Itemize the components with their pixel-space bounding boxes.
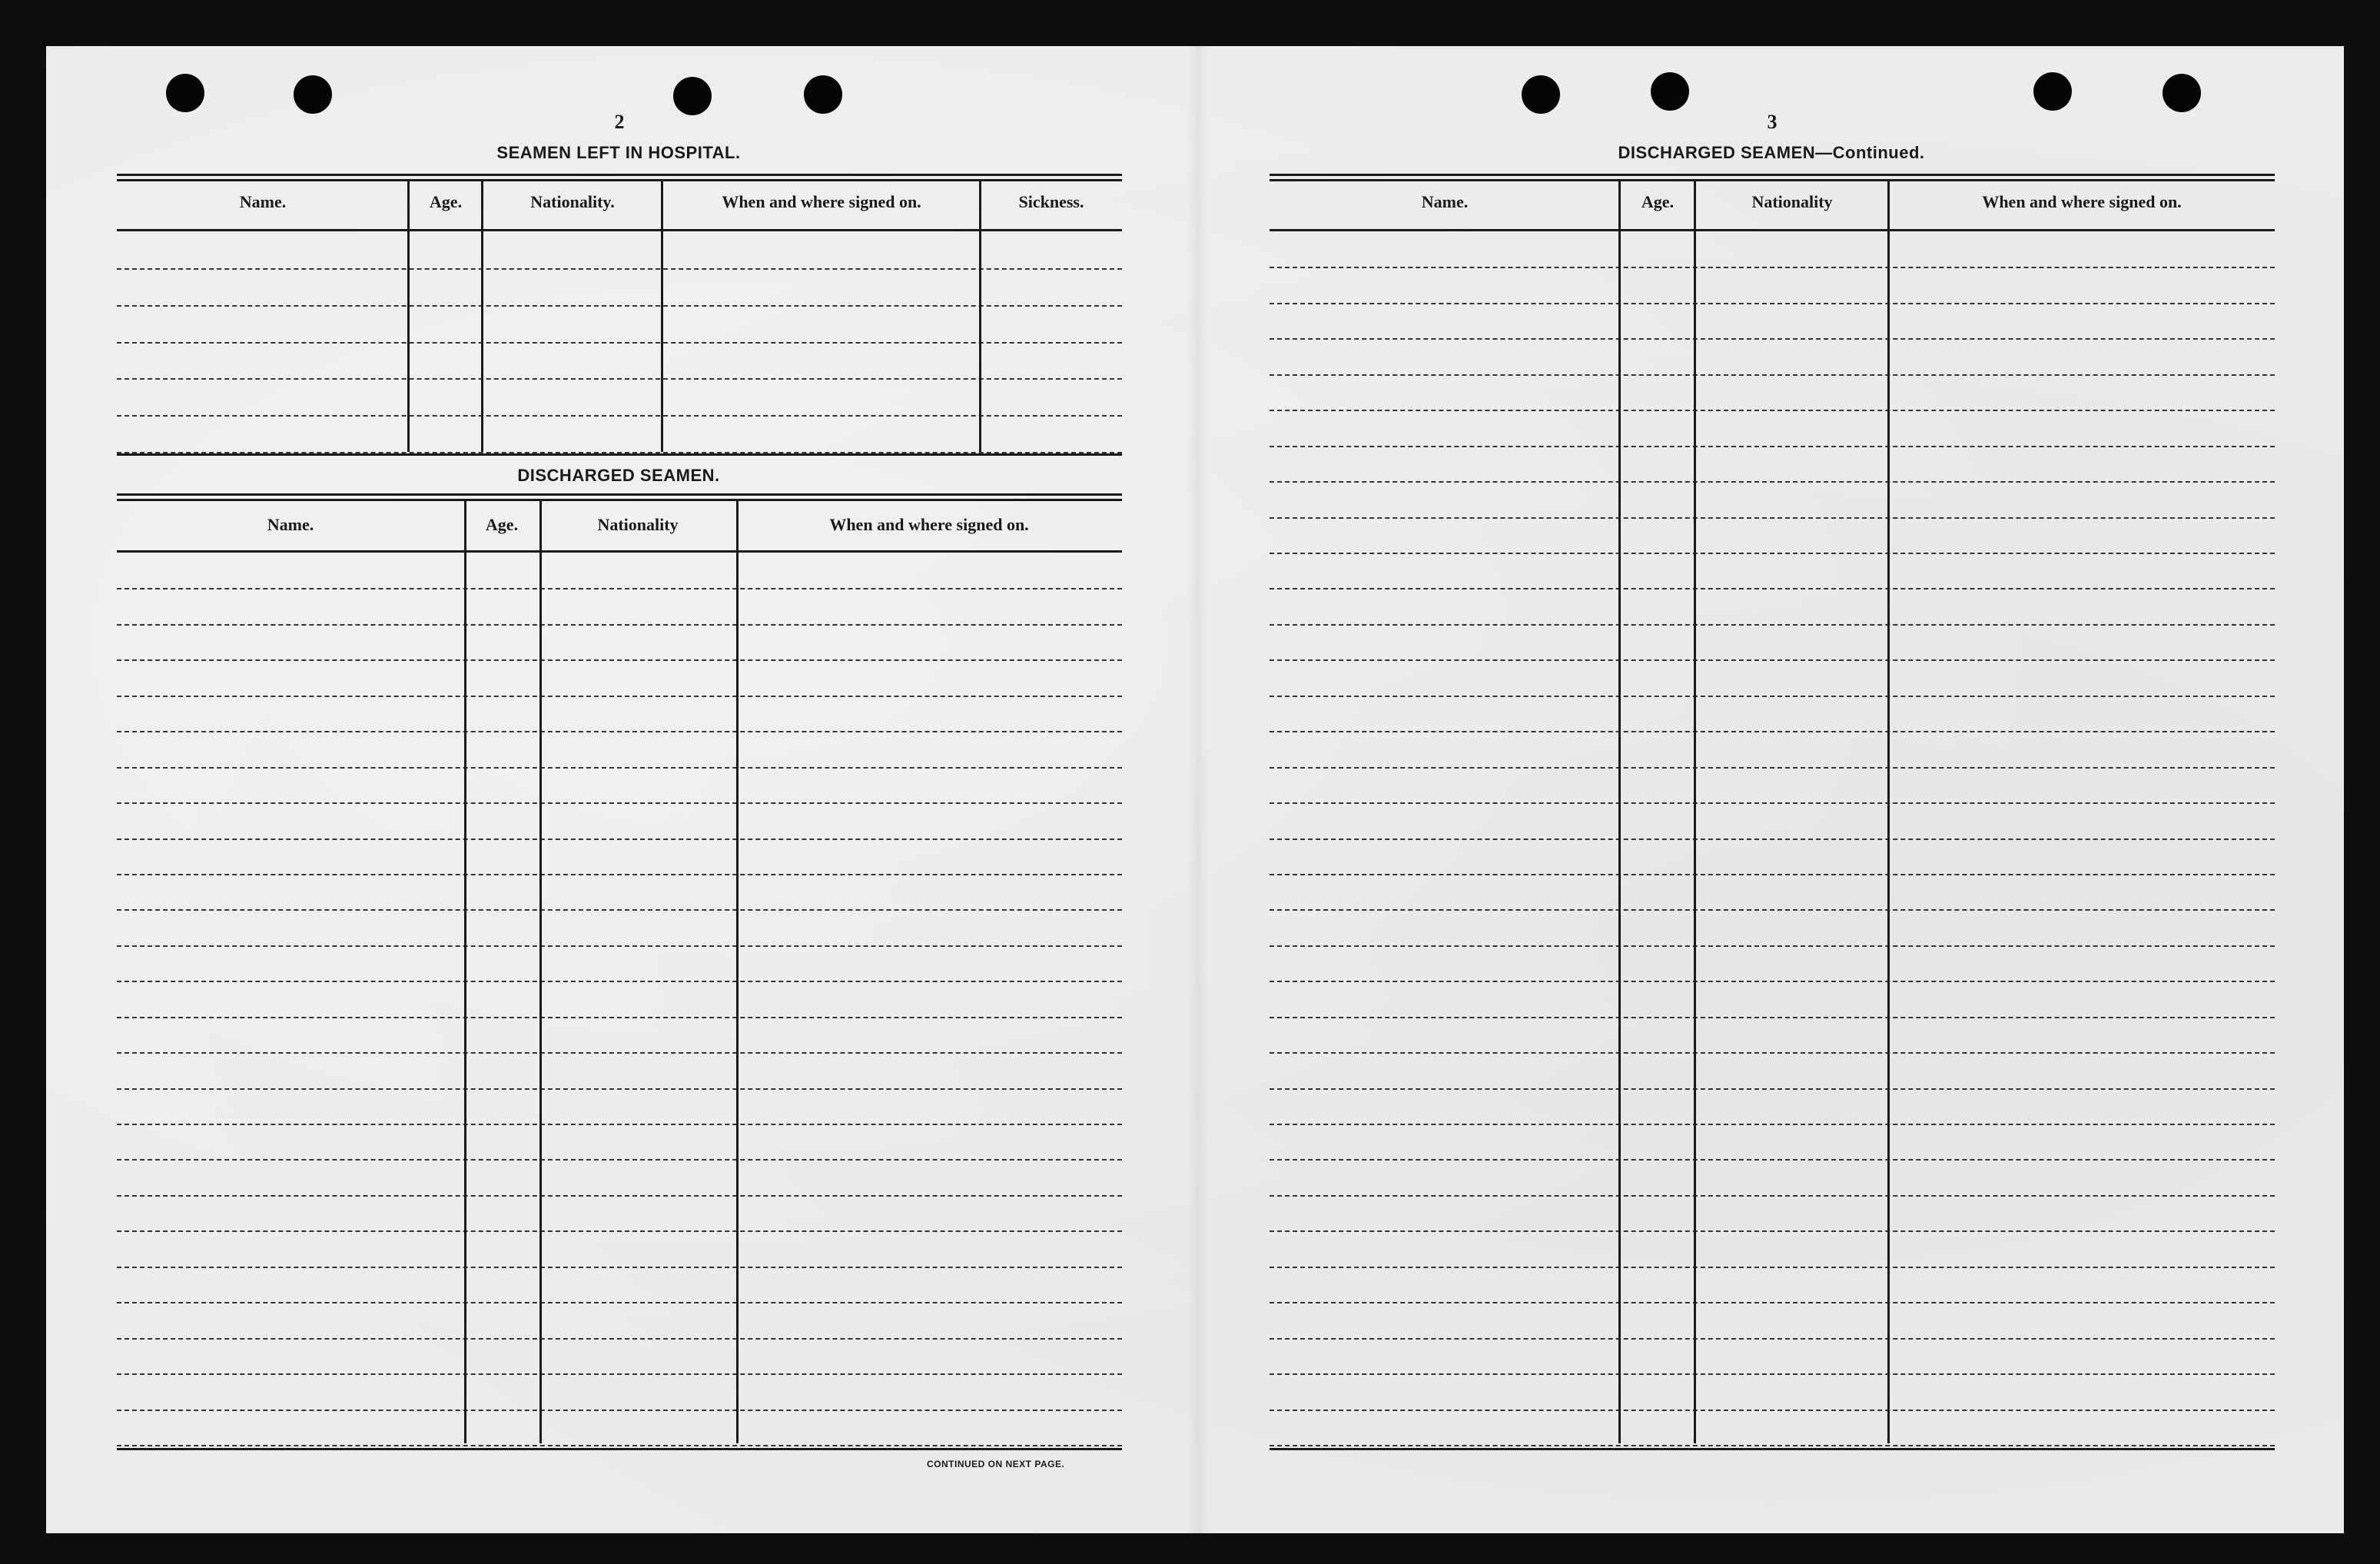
punch-hole bbox=[804, 75, 842, 114]
hospital-bottom-rule bbox=[117, 453, 1122, 456]
ruled-line bbox=[117, 1302, 1122, 1303]
ruled-line bbox=[1270, 1410, 2275, 1411]
punch-hole bbox=[294, 75, 332, 114]
ruled-line bbox=[117, 1410, 1122, 1411]
ruled-line bbox=[117, 802, 1122, 804]
right-top-rule bbox=[1270, 174, 2275, 176]
hospital-col-signed-on: When and where signed on. bbox=[722, 192, 921, 211]
ruled-line bbox=[117, 415, 1122, 417]
hospital-col-age: Age. bbox=[429, 192, 463, 211]
discharged-col-name: Name. bbox=[267, 515, 314, 534]
ruled-line bbox=[1270, 1052, 2275, 1054]
ruled-line bbox=[117, 1445, 1122, 1446]
punch-hole bbox=[166, 74, 204, 112]
ruled-line bbox=[1270, 1445, 2275, 1446]
ruled-line bbox=[1270, 1373, 2275, 1375]
discharged-top-rule bbox=[117, 493, 1122, 496]
page-number-right: 3 bbox=[1767, 111, 1778, 133]
discharged-col-nationality: Nationality bbox=[597, 515, 679, 534]
hospital-top-rule bbox=[117, 174, 1122, 176]
continued-heading: DISCHARGED SEAMEN—Continued. bbox=[1618, 143, 1925, 162]
discharged-col-age: Age. bbox=[485, 515, 519, 534]
ruled-line bbox=[1270, 267, 2275, 268]
ruled-line bbox=[117, 1230, 1122, 1232]
hospital-col-divider bbox=[407, 181, 410, 452]
ruled-line bbox=[1270, 802, 2275, 804]
ruled-line bbox=[1270, 338, 2275, 340]
ruled-line bbox=[117, 838, 1122, 840]
discharged-col-divider bbox=[539, 501, 542, 1443]
ruled-line bbox=[117, 1017, 1122, 1018]
ruled-line bbox=[117, 342, 1122, 344]
ruled-line bbox=[117, 268, 1122, 270]
right-col-divider bbox=[1887, 181, 1890, 1443]
right-top-rule bbox=[1270, 179, 2275, 181]
ruled-line bbox=[117, 981, 1122, 982]
ruled-line bbox=[1270, 1088, 2275, 1090]
right-bottom-rule bbox=[1270, 1448, 2275, 1450]
ruled-line bbox=[1270, 1159, 2275, 1161]
ruled-line bbox=[117, 731, 1122, 732]
ruled-line bbox=[117, 588, 1122, 589]
ruled-line bbox=[1270, 374, 2275, 376]
ruled-line bbox=[1270, 945, 2275, 947]
right-col-signed-on: When and where signed on. bbox=[1982, 192, 2182, 211]
discharged-col-divider bbox=[736, 501, 739, 1443]
ruled-line bbox=[117, 945, 1122, 947]
ruled-line bbox=[1270, 1230, 2275, 1232]
continued-note: CONTINUED ON NEXT PAGE. bbox=[927, 1459, 1065, 1469]
discharged-col-signed-on: When and where signed on. bbox=[829, 515, 1029, 534]
ruled-line bbox=[1270, 838, 2275, 840]
right-col-age: Age. bbox=[1641, 192, 1675, 211]
ruled-line bbox=[1270, 1195, 2275, 1197]
hospital-col-divider bbox=[979, 181, 981, 452]
right-header-rule bbox=[1270, 229, 2275, 231]
ruled-line bbox=[1270, 588, 2275, 589]
ruled-line bbox=[117, 1338, 1122, 1340]
ruled-line bbox=[117, 1052, 1122, 1054]
ruled-line bbox=[117, 1088, 1122, 1090]
ruled-line bbox=[1270, 767, 2275, 769]
ruled-line bbox=[117, 624, 1122, 626]
ruled-line bbox=[117, 909, 1122, 911]
punch-hole bbox=[1522, 75, 1560, 114]
discharged-heading: DISCHARGED SEAMEN. bbox=[517, 466, 720, 485]
ruled-line bbox=[117, 378, 1122, 380]
ruled-line bbox=[1270, 1124, 2275, 1125]
hospital-col-divider bbox=[661, 181, 663, 452]
ruled-line bbox=[1270, 696, 2275, 697]
right-col-name: Name. bbox=[1421, 192, 1469, 211]
ruled-line bbox=[1270, 1338, 2275, 1340]
ruled-line bbox=[1270, 1017, 2275, 1018]
ruled-line bbox=[117, 1373, 1122, 1375]
discharged-bottom-rule bbox=[117, 1448, 1122, 1450]
page-number-left: 2 bbox=[614, 111, 625, 133]
punch-hole bbox=[1651, 72, 1689, 111]
ruled-line bbox=[117, 1124, 1122, 1125]
hospital-heading: SEAMEN LEFT IN HOSPITAL. bbox=[496, 143, 741, 162]
discharged-header-rule bbox=[117, 550, 1122, 553]
discharged-col-divider bbox=[464, 501, 466, 1443]
ruled-line bbox=[117, 1159, 1122, 1161]
ruled-line bbox=[1270, 909, 2275, 911]
ruled-line bbox=[1270, 1302, 2275, 1303]
punch-hole bbox=[2033, 72, 2072, 111]
ruled-line bbox=[1270, 446, 2275, 447]
ruled-line bbox=[1270, 481, 2275, 483]
ruled-line bbox=[1270, 1267, 2275, 1268]
punch-hole bbox=[2163, 74, 2201, 112]
hospital-col-nationality: Nationality. bbox=[530, 192, 615, 211]
ruled-line bbox=[1270, 517, 2275, 519]
ruled-line bbox=[1270, 874, 2275, 875]
right-col-nationality: Nationality bbox=[1751, 192, 1833, 211]
right-col-divider bbox=[1618, 181, 1621, 1443]
discharged-top-rule bbox=[117, 499, 1122, 501]
ruled-line bbox=[1270, 410, 2275, 411]
hospital-col-divider bbox=[481, 181, 483, 452]
ruled-line bbox=[117, 1195, 1122, 1197]
ruled-line bbox=[1270, 731, 2275, 732]
ruled-line bbox=[117, 659, 1122, 661]
hospital-col-sickness: Sickness. bbox=[1018, 192, 1084, 211]
ruled-line bbox=[117, 305, 1122, 307]
ruled-line bbox=[1270, 624, 2275, 626]
hospital-header-rule bbox=[117, 229, 1122, 231]
hospital-top-rule bbox=[117, 179, 1122, 181]
hospital-col-name: Name. bbox=[239, 192, 287, 211]
ruled-line bbox=[1270, 303, 2275, 304]
ruled-line bbox=[117, 1267, 1122, 1268]
ruled-line bbox=[117, 696, 1122, 697]
ruled-line bbox=[1270, 981, 2275, 982]
ruled-line bbox=[1270, 659, 2275, 661]
center-fold bbox=[1187, 46, 1209, 1533]
ruled-line bbox=[117, 874, 1122, 875]
right-col-divider bbox=[1694, 181, 1696, 1443]
punch-hole bbox=[673, 77, 712, 115]
ruled-line bbox=[117, 767, 1122, 769]
ruled-line bbox=[1270, 553, 2275, 554]
